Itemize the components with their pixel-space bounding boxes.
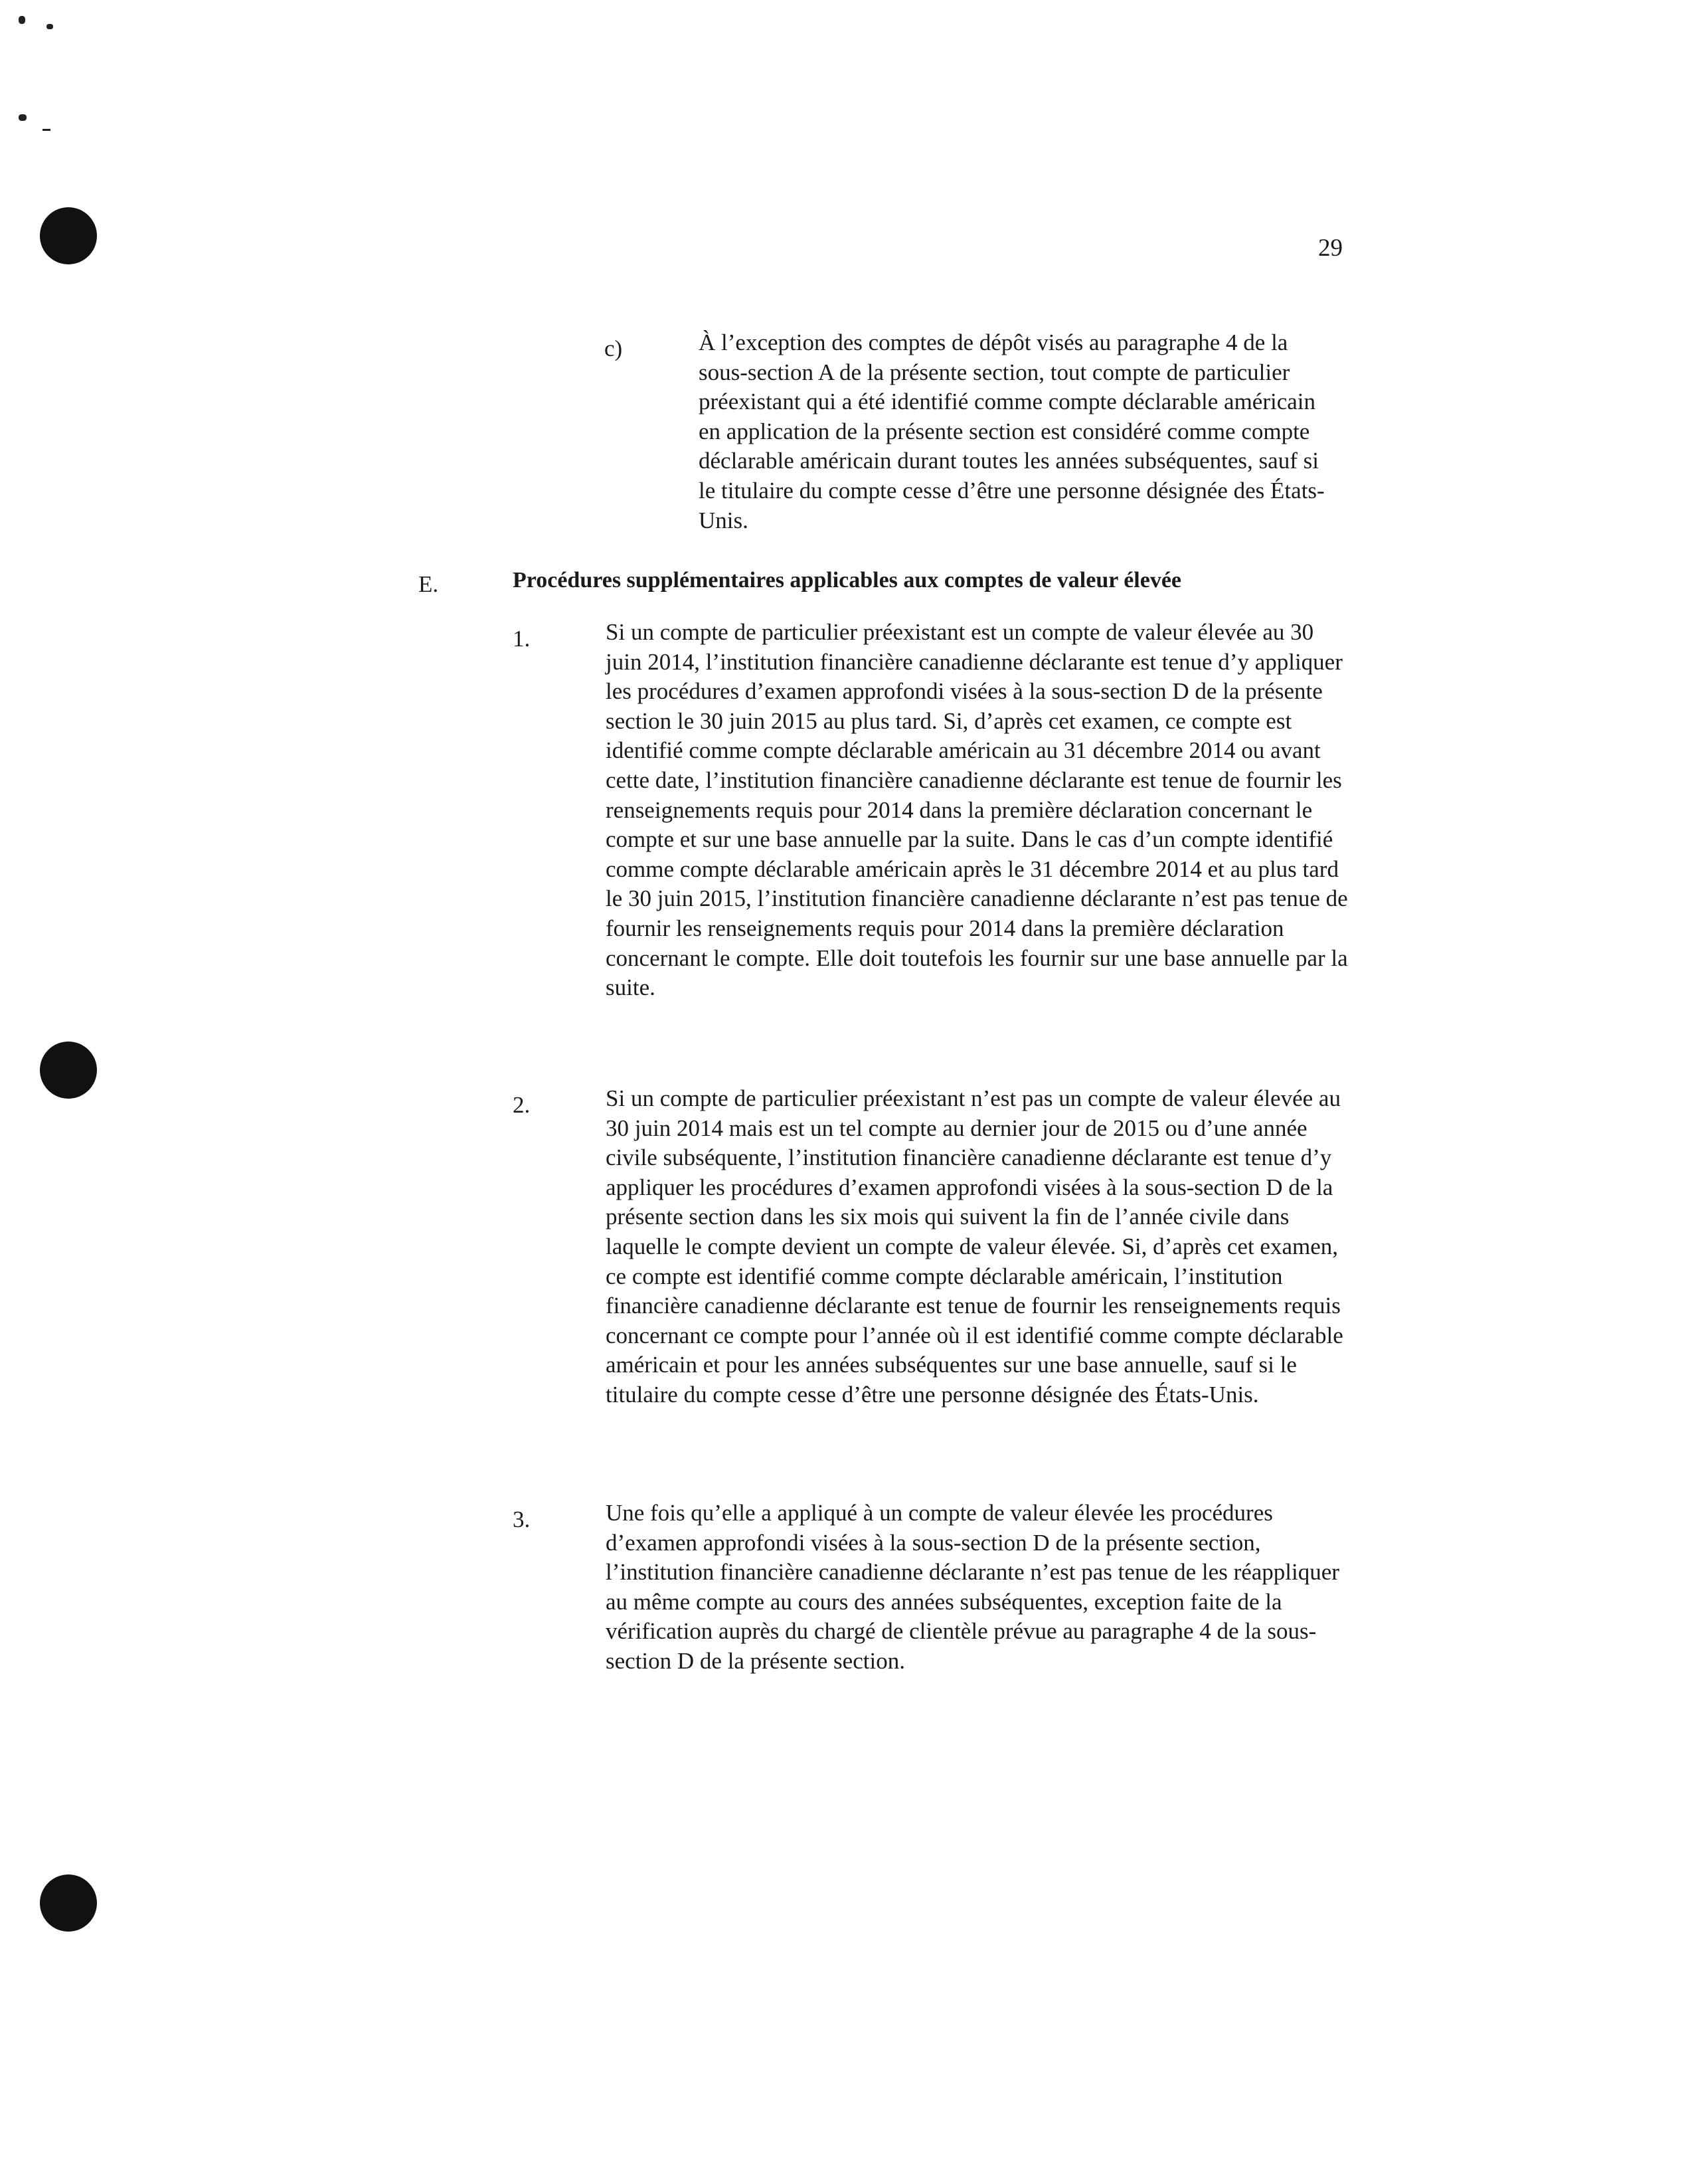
paragraph-2-label: 2. <box>513 1092 531 1118</box>
scan-speck <box>19 114 27 121</box>
scan-speck <box>42 129 50 131</box>
section-e-heading-block <box>513 566 1376 595</box>
hole-punch-bottom <box>40 1874 97 1932</box>
section-e-label: E. <box>418 571 439 597</box>
paragraph-2-text: Si un compte de particulier préexistant n’est pas un compte de valeur élevée au 30 juin 2014 mais est un tel compte au dernier jour de 2015 ou d’une année civile subséquente, l’institution financière canadienne déclarante est tenue d’y appliquer les procédures d’examen approfondi visées à la sous-section D de la présente section dans les six mois qui suivent la fin de l’année civile dans laquelle le compte devient un compte de valeur élevée. Si, d’après cet examen, ce compte est identifié comme compte déclarable américain, l’institution financière canadienne déclarante est tenue de fournir les renseignements requis concernant ce compte pour l’année où il est identifié comme compte déclarable américain et pour les années subséquentes sur une base annuelle, sauf si le titulaire du compte cesse d’être une personne désignée des États-Unis. <box>606 1085 1343 1408</box>
hole-punch-middle <box>40 1042 97 1099</box>
paragraph-1-text: Si un compte de particulier préexistant est un compte de valeur élevée au 30 juin 2014, l’institution financière canadienne déclarante est tenue d’y appliquer les procédures d’examen approfondi visées à la sous-section D de la présente section le 30 juin 2015 au plus tard. Si, d’après cet examen, ce compte est identifié comme compte déclarable américain au 31 décembre 2014 ou avant cette date, l’institution financière canadienne déclarante est tenue de fournir les renseignements requis pour 2014 dans la première déclaration concernant le compte et sur une base annuelle par la suite. Dans le cas d’un compte identifié comme compte déclarable américain après le 31 décembre 2014 et au plus tard le 30 juin 2015, l’institution financière canadienne déclarante n’est pas tenue de fournir les renseignements requis pour 2014 dans la première déclaration concernant le compte. Elle doit toutefois les fournir sur une base annuelle par la suite. <box>606 619 1348 1001</box>
paragraph-1-label: 1. <box>513 626 531 652</box>
scan-speck <box>46 24 53 29</box>
page-number: 29 <box>1318 234 1343 262</box>
hole-punch-top <box>40 207 97 264</box>
paragraph-3-block <box>606 1499 1356 1677</box>
item-c-text: À l’exception des comptes de dépôt visés au paragraphe 4 de la sous-section A de la présente section, tout compte de particulier préexistant qui a été identifié comme compte déclarable américain en application de la présente section est considéré comme compte déclarable américain durant toutes les années subséquentes, sauf si le titulaire du compte cesse d’être une personne désignée des États-Unis. <box>699 329 1325 533</box>
paragraph-2-block <box>606 1084 1356 1410</box>
paragraph-3-label: 3. <box>513 1506 531 1532</box>
paragraph-3-text: Une fois qu’elle a appliqué à un compte de valeur élevée les procédures d’examen approfondi visées à la sous-section D de la présente section, l’institution financière canadienne déclarante n’est pas tenue de les réappliquer au même compte au cours des années subséquentes, exception faite de la vérification auprès du chargé de clientèle prévue au paragraphe 4 de la sous-section D de la présente section. <box>606 1500 1339 1674</box>
item-c-block <box>699 328 1336 535</box>
scan-speck <box>19 16 25 24</box>
section-e-heading: Procédures supplémentaires applicables aux comptes de valeur élevée <box>513 568 1182 592</box>
item-c-label: c) <box>604 335 623 361</box>
paragraph-1-block <box>606 618 1349 1003</box>
